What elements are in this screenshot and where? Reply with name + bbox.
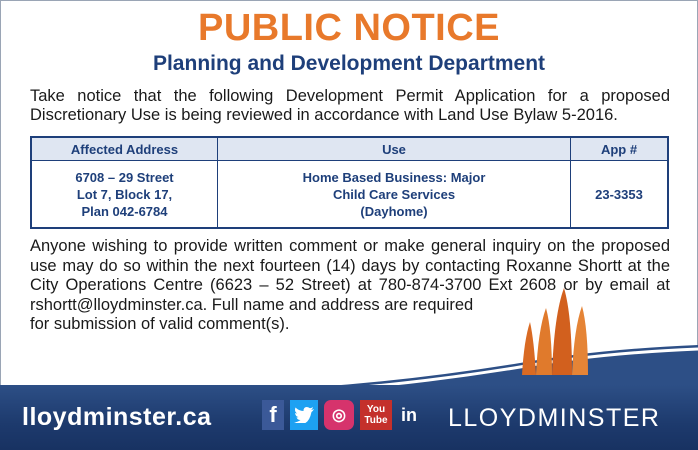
notice-title: PUBLIC NOTICE xyxy=(197,7,501,49)
instructions-line: use may do so within the next fourteen (14) days by contacting Roxanne Shortt at the xyxy=(30,256,670,275)
instructions-line: rshortt@lloydminster.ca. Full name and address are required xyxy=(30,295,474,314)
instructions-line: City Operations Centre (6623 – 52 Street) at 780-874-3700 Ext 2608 or by email at xyxy=(30,276,670,294)
instructions-line: Anyone wishing to provide written comment or make general inquiry on the proposed xyxy=(30,237,670,255)
affected-address-cell xyxy=(31,161,218,229)
use-line: Home Based Business: Major xyxy=(302,169,486,185)
address-line: 6708 – 29 Street xyxy=(75,169,174,185)
linkedin-icon[interactable]: in xyxy=(401,404,417,425)
facebook-icon[interactable]: f xyxy=(262,400,284,430)
address-line: Lot 7, Block 17, xyxy=(76,186,173,202)
header-affected-address: Affected Address xyxy=(31,137,218,161)
city-logo-mark xyxy=(500,280,620,380)
website-link[interactable]: lloydminster.ca xyxy=(22,403,212,431)
table-header-row xyxy=(31,137,668,161)
table-row xyxy=(31,161,668,229)
intro-paragraph: Take notice that the following Development Permit Application for a proposed Discretionary Use is being reviewed in accordance with Land Use Bylaw 5-2016. xyxy=(30,87,670,124)
use-cell xyxy=(218,161,571,229)
youtube-icon[interactable] xyxy=(360,400,392,430)
app-number-cell: 23-3353 xyxy=(571,161,669,229)
permit-table xyxy=(30,136,669,229)
use-line: (Dayhome) xyxy=(360,203,428,219)
youtube-label-top: You xyxy=(366,404,386,415)
twitter-icon[interactable] xyxy=(290,400,318,430)
instructions-line: for submission of valid comment(s). xyxy=(30,315,290,333)
header-app-number: App # xyxy=(571,137,669,161)
city-brand-wordmark: LLOYDMINSTER xyxy=(448,404,661,432)
use-line: Child Care Services xyxy=(332,186,456,202)
header-use: Use xyxy=(218,137,571,161)
youtube-label-bottom: Tube xyxy=(364,415,388,426)
department-subtitle: Planning and Development Department xyxy=(152,52,546,75)
instagram-icon[interactable]: ◎ xyxy=(324,400,354,430)
address-line: Plan 042-6784 xyxy=(81,203,168,219)
